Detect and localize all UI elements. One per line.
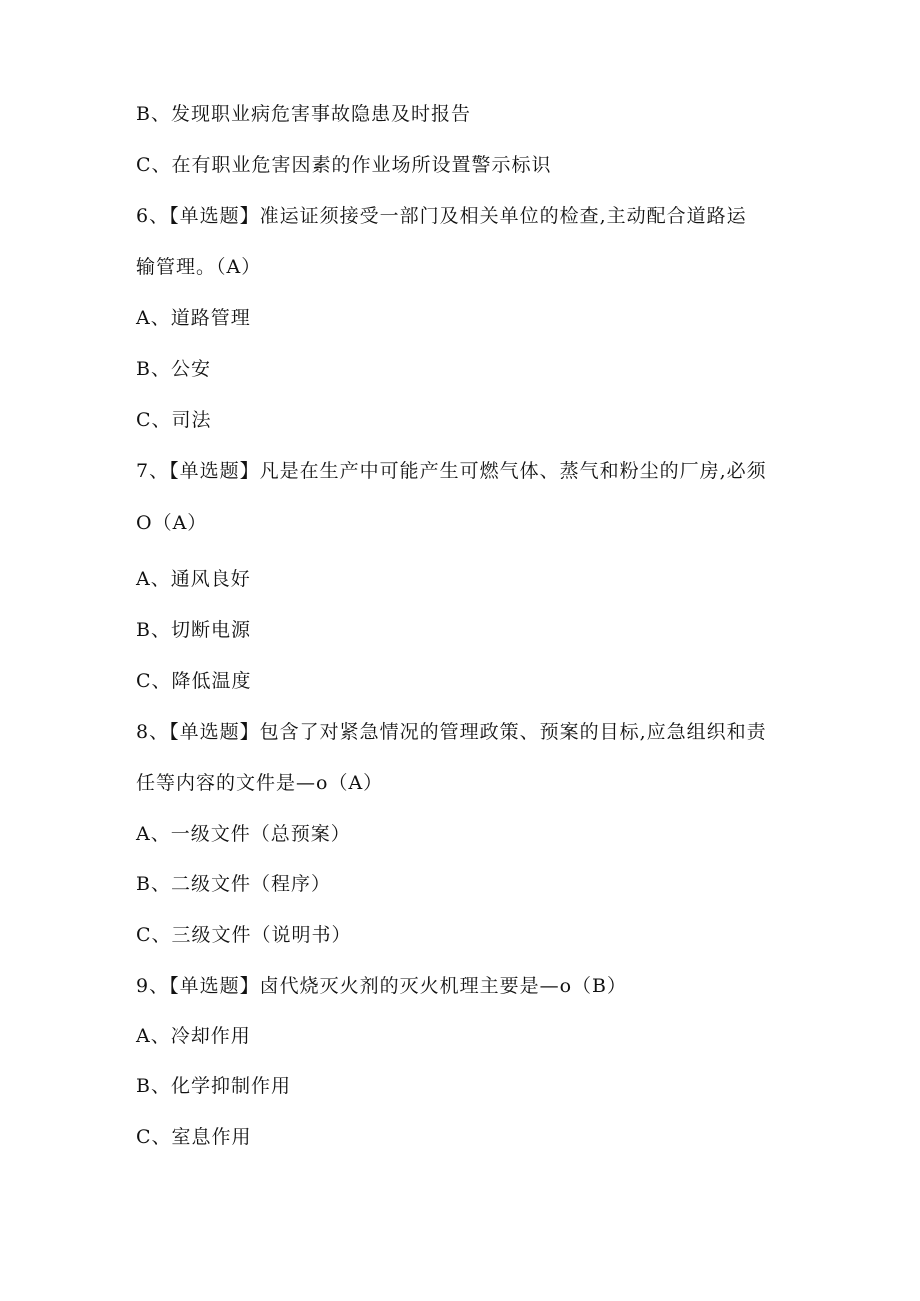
option-a-q6: A、道路管理 [136, 307, 251, 329]
option-a-q8: A、一级文件（总预案） [136, 823, 351, 845]
question-9-line-1: 9、【单选题】卤代烧灭火剂的灭火机理主要是—o（B） [136, 975, 627, 997]
option-a-q9: A、冷却作用 [136, 1025, 251, 1047]
question-7-line-1: 7、【单选题】凡是在生产中可能产生可燃气体、蒸气和粉尘的厂房,必须 [136, 460, 767, 482]
option-a-q7: A、通风良好 [136, 568, 251, 590]
option-c-q6: C、司法 [136, 409, 212, 431]
option-b-q6: B、公安 [136, 358, 211, 380]
option-c-q7: C、降低温度 [136, 670, 252, 692]
question-7-line-2: O（A） [136, 512, 208, 534]
option-b-q7: B、切断电源 [136, 619, 251, 641]
question-6-line-2: 输管理。（A） [136, 256, 262, 278]
question-8-line-1: 8、【单选题】包含了对紧急情况的管理政策、预案的目标,应急组织和责 [136, 721, 767, 743]
question-6-line-1: 6、【单选题】准运证须接受一部门及相关单位的检查,主动配合道路运 [136, 205, 747, 227]
option-c-q8: C、三级文件（说明书） [136, 924, 352, 946]
question-8-line-2: 任等内容的文件是—o（A） [136, 772, 384, 794]
option-b-q5: B、发现职业病危害事故隐患及时报告 [136, 103, 471, 125]
option-b-q9: B、化学抑制作用 [136, 1075, 291, 1097]
option-c-q9: C、室息作用 [136, 1126, 252, 1148]
option-c-q5: C、在有职业危害因素的作业场所设置警示标识 [136, 154, 552, 176]
option-b-q8: B、二级文件（程序） [136, 873, 331, 895]
